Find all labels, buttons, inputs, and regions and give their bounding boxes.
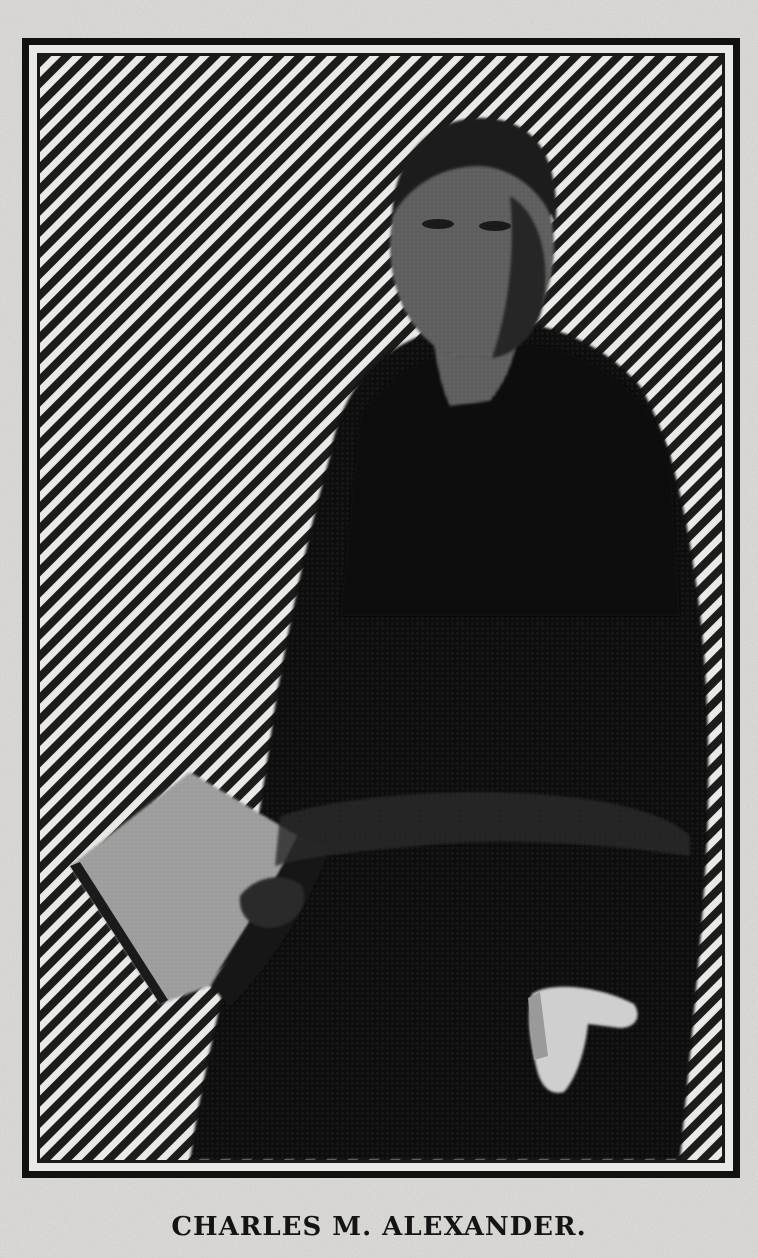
portrait-illustration xyxy=(40,56,722,1160)
photo-frame xyxy=(22,38,740,1178)
photo-caption: CHARLES M. ALEXANDER. xyxy=(171,1212,587,1242)
portrait-photo xyxy=(37,53,725,1163)
left-eye xyxy=(422,219,454,229)
right-eye xyxy=(479,221,511,231)
